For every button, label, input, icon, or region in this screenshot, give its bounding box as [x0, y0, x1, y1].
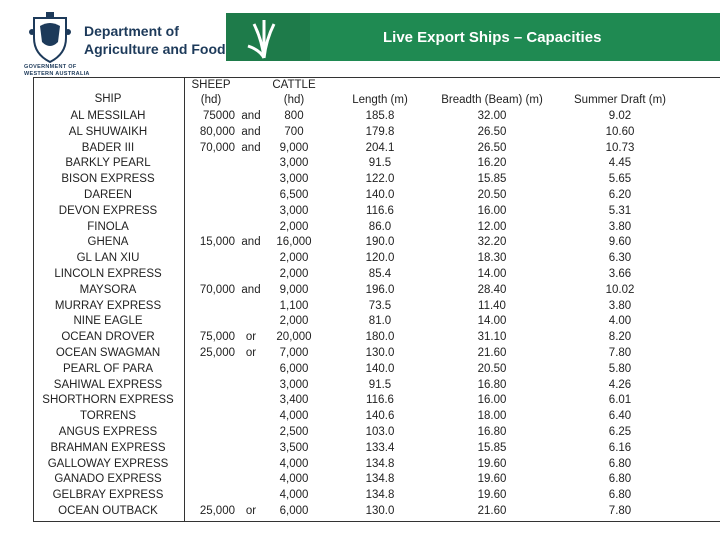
cell-sheep: 70,000: [199, 141, 235, 154]
cell-breadth: 16.80: [477, 378, 507, 391]
cell-ship: AL SHUWAIKH: [68, 125, 148, 138]
cell-draft: 6.40: [608, 410, 632, 423]
cell-conjunction: or: [245, 505, 257, 517]
government-label-line2: WESTERN AUSTRALIA: [24, 71, 90, 77]
cell-cattle: 3,000: [279, 173, 309, 186]
cell-draft: 6.16: [608, 441, 632, 454]
cell-breadth: 16.80: [477, 426, 507, 438]
cell-ship: BRAHMAN EXPRESS: [50, 441, 166, 454]
cell-breadth: 32.00: [477, 110, 507, 122]
cell-length: 116.6: [366, 204, 394, 217]
cell-ship: AL MESSILAH: [70, 110, 146, 122]
cell-conjunction: or: [245, 331, 257, 344]
cell-cattle: 3,400: [279, 394, 309, 407]
cell-ship: MURRAY EXPRESS: [54, 299, 162, 312]
cell-breadth: 16.00: [477, 204, 507, 217]
cell-ship: OCEAN DROVER: [61, 331, 155, 344]
cell-length: 134.8: [365, 457, 395, 470]
cell-breadth: 11.40: [478, 299, 506, 312]
cell-length: 91.5: [368, 378, 392, 391]
cell-cattle: 16,000: [276, 236, 312, 249]
cell-breadth: 31.10: [477, 331, 507, 344]
cell-draft: 6.30: [608, 252, 632, 265]
cell-cattle: 800: [284, 110, 304, 122]
cell-breadth: 18.00: [477, 410, 507, 423]
cell-breadth: 26.50: [477, 125, 507, 138]
cell-draft: 6.01: [608, 394, 632, 407]
cell-breadth: 20.50: [477, 189, 507, 201]
cell-length: 130.0: [365, 505, 395, 517]
cell-ship: ANGUS EXPRESS: [58, 426, 158, 438]
cell-cattle: 2,000: [279, 252, 309, 265]
cell-draft: 9.02: [608, 110, 632, 122]
cell-breadth: 14.00: [477, 268, 507, 280]
cell-length: 190.0: [365, 236, 395, 249]
cell-cattle: 6,500: [279, 189, 309, 201]
department-name-line2: Agriculture and Food: [84, 41, 226, 57]
cell-length: 120.0: [365, 252, 395, 265]
cell-length: 81.0: [368, 315, 392, 328]
cell-length: 185.8: [365, 110, 395, 122]
cell-cattle: 6,000: [279, 362, 309, 375]
cell-cattle: 3,500: [279, 441, 309, 454]
cell-breadth: 19.60: [477, 473, 507, 486]
cell-conjunction: and: [241, 283, 261, 296]
cell-breadth: 28.40: [477, 283, 507, 296]
cell-draft: 4.26: [608, 378, 632, 391]
cell-length: 179.8: [365, 125, 395, 138]
cell-breadth: 15.85: [477, 173, 507, 186]
cell-cattle: 7,000: [279, 347, 309, 359]
cell-ship: TORRENS: [79, 410, 137, 423]
cell-cattle: 4,000: [279, 457, 309, 470]
cell-breadth: 14.00: [477, 315, 507, 328]
cell-cattle: 2,500: [279, 426, 309, 438]
wheat-icon: [240, 16, 288, 60]
cell-ship: OCEAN SWAGMAN: [55, 347, 161, 359]
cell-draft: 10.02: [605, 283, 635, 296]
cell-breadth: 16.00: [477, 394, 507, 407]
cell-ship: GANADO EXPRESS: [54, 473, 162, 486]
cell-length: 196.0: [365, 283, 395, 296]
header-draft: Summer Draft (m): [574, 94, 666, 106]
cell-draft: 10.73: [605, 141, 635, 154]
cell-length: 180.0: [365, 331, 395, 344]
cell-cattle: 9,000: [279, 283, 309, 296]
cell-conjunction: and: [241, 125, 261, 138]
cell-draft: 6.20: [608, 189, 632, 201]
cell-length: 130.0: [365, 347, 395, 359]
cell-cattle: 2,000: [279, 220, 309, 233]
cell-length: 134.8: [365, 489, 395, 502]
cell-length: 86.0: [368, 220, 392, 233]
government-label-line1: GOVERNMENT OF: [24, 64, 77, 70]
cell-breadth: 19.60: [477, 457, 507, 470]
cell-ship: GHENA: [87, 236, 129, 249]
cell-draft: 5.65: [608, 173, 632, 186]
header-sheep: SHEEP: [191, 79, 231, 91]
cell-cattle: 3,000: [279, 204, 309, 217]
cell-ship: LINCOLN EXPRESS: [54, 268, 162, 280]
cell-draft: 10.60: [605, 125, 635, 138]
cell-draft: 9.60: [608, 236, 632, 249]
cell-ship: GELBRAY EXPRESS: [52, 489, 164, 502]
cell-draft: 6.80: [608, 489, 632, 502]
header-cattle: CATTLE: [272, 79, 316, 91]
cell-length: 140.0: [365, 362, 395, 375]
cell-draft: 6.25: [608, 426, 632, 438]
cell-cattle: 3,000: [279, 378, 309, 391]
cell-length: 140.0: [365, 189, 395, 201]
cell-ship: OCEAN OUTBACK: [58, 505, 158, 517]
cell-draft: 6.80: [608, 457, 632, 470]
cell-ship: FINOLA: [87, 220, 129, 233]
cell-draft: 7.80: [608, 347, 632, 359]
cell-cattle: 4,000: [279, 489, 309, 502]
cell-conjunction: and: [241, 141, 261, 154]
cell-cattle: 9,000: [279, 141, 309, 154]
cell-draft: 6.80: [608, 473, 632, 486]
cell-breadth: 16.20: [477, 157, 507, 170]
cell-draft: 3.66: [608, 268, 632, 280]
cell-length: 116.6: [366, 394, 394, 407]
cell-conjunction: or: [245, 347, 257, 359]
cell-cattle: 2,000: [279, 268, 309, 280]
cell-cattle: 4,000: [279, 410, 309, 423]
cell-conjunction: and: [241, 110, 261, 122]
cell-draft: 3.80: [608, 220, 632, 233]
cell-ship: BISON EXPRESS: [61, 173, 155, 186]
cell-breadth: 18.30: [477, 252, 507, 265]
cell-ship: BARKLY PEARL: [65, 157, 151, 170]
header-length: Length (m): [352, 94, 408, 106]
cell-sheep: 25,000: [199, 505, 235, 517]
department-name-line1: Department of: [84, 23, 179, 39]
cell-cattle: 20,000: [276, 331, 312, 344]
cell-breadth: 19.60: [477, 489, 507, 502]
header-sheep-unit: (hd): [200, 94, 222, 106]
cell-ship: DEVON EXPRESS: [58, 204, 158, 217]
cell-ship: GL LAN XIU: [76, 252, 140, 265]
cell-sheep: 75,000: [199, 331, 235, 344]
crest-icon: [28, 12, 72, 64]
cell-cattle: 700: [284, 125, 304, 138]
header-ship: SHIP: [94, 93, 122, 105]
cell-length: 133.4: [365, 441, 395, 454]
cell-breadth: 15.85: [477, 441, 507, 454]
cell-length: 204.1: [365, 141, 395, 154]
cell-sheep: 80,000: [199, 125, 235, 138]
cell-length: 140.6: [365, 410, 395, 423]
page-title: Live Export Ships – Capacities: [383, 29, 602, 46]
cell-cattle: 4,000: [279, 473, 309, 486]
cell-draft: 8.20: [608, 331, 632, 344]
cell-draft: 4.45: [608, 157, 632, 170]
cell-sheep: 15,000: [199, 236, 235, 249]
cell-ship: SAHIWAL EXPRESS: [53, 378, 163, 391]
cell-ship: DAREEN: [84, 189, 132, 201]
cell-length: 134.8: [365, 473, 395, 486]
cell-length: 91.5: [368, 157, 392, 170]
cell-ship: BADER III: [81, 141, 135, 154]
cell-breadth: 21.60: [477, 347, 507, 359]
cell-draft: 5.31: [608, 204, 632, 217]
cell-length: 103.0: [365, 426, 395, 438]
cell-draft: 7.80: [608, 505, 632, 517]
cell-breadth: 26.50: [477, 141, 507, 154]
cell-breadth: 20.50: [477, 362, 507, 375]
cell-breadth: 21.60: [477, 505, 507, 517]
page-header: [0, 0, 720, 76]
cell-breadth: 32.20: [477, 236, 507, 249]
cell-cattle: 2,000: [279, 315, 309, 328]
cell-sheep: 70,000: [199, 283, 235, 296]
cell-ship: PEARL OF PARA: [62, 362, 154, 375]
cell-draft: 4.00: [608, 315, 632, 328]
cell-sheep: 75000: [203, 110, 235, 122]
cell-length: 122.0: [365, 173, 395, 186]
cell-length: 73.5: [368, 299, 392, 312]
header-breadth: Breadth (Beam) (m): [441, 94, 543, 106]
cell-sheep: 25,000: [199, 347, 235, 359]
cell-ship: GALLOWAY EXPRESS: [47, 457, 169, 470]
cell-draft: 5.80: [608, 362, 632, 375]
cell-ship: MAYSORA: [79, 283, 137, 296]
cell-length: 85.4: [368, 268, 392, 280]
column-divider: [184, 77, 185, 521]
cell-cattle: 6,000: [279, 505, 309, 517]
cell-breadth: 12.00: [477, 220, 507, 233]
header-cattle-unit: (hd): [283, 94, 305, 106]
cell-cattle: 3,000: [279, 157, 309, 170]
cell-cattle: 1,100: [279, 299, 309, 312]
cell-ship: SHORTHORN EXPRESS: [42, 394, 174, 407]
cell-draft: 3.80: [608, 299, 632, 312]
cell-conjunction: and: [241, 236, 261, 249]
cell-ship: NINE EAGLE: [73, 315, 143, 328]
